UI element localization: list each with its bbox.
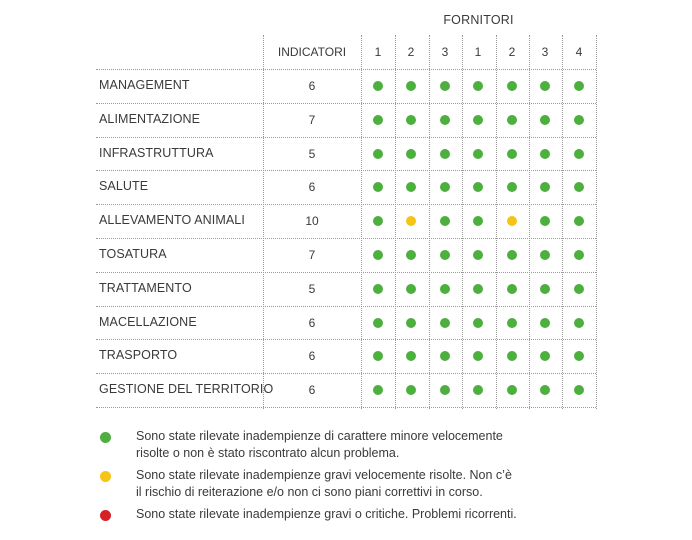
- status-dot-green: [473, 351, 483, 361]
- indicator-count: 7: [308, 247, 316, 262]
- row-divider: [96, 238, 596, 239]
- status-dot-green: [440, 216, 450, 226]
- status-dot-yellow: [507, 216, 517, 226]
- status-dot-green: [507, 182, 517, 192]
- status-dot-green: [373, 149, 383, 159]
- status-dot-green: [373, 318, 383, 328]
- column-divider: [395, 35, 396, 409]
- legend-text-line: Sono state rilevate inadempienze gravi o critiche. Problemi ricorrenti.: [136, 507, 517, 521]
- indicator-count: 5: [308, 281, 316, 296]
- status-dot-green: [440, 284, 450, 294]
- row-label: ALLEVAMENTO ANIMALI: [99, 213, 245, 228]
- column-divider: [529, 35, 530, 409]
- row-label: INFRASTRUTTURA: [99, 145, 214, 160]
- status-dot-green: [507, 149, 517, 159]
- row-label: TRASPORTO: [99, 348, 178, 363]
- status-dot-green: [473, 182, 483, 192]
- status-dot-green: [507, 81, 517, 91]
- status-dot-green: [373, 115, 383, 125]
- status-dot-green: [406, 182, 416, 192]
- row-divider: [96, 137, 596, 138]
- legend-dot-red: [100, 510, 111, 521]
- status-dot-green: [473, 250, 483, 260]
- indicator-count: 6: [308, 383, 316, 398]
- status-dot-green: [373, 182, 383, 192]
- indicator-count: 6: [308, 315, 316, 330]
- indicator-count: 5: [308, 146, 316, 161]
- status-dot-green: [507, 250, 517, 260]
- fornitori-header: FORNITORI: [443, 13, 514, 27]
- status-dot-green: [574, 250, 584, 260]
- supplier-column-header: 4: [575, 45, 583, 59]
- status-dot-green: [440, 385, 450, 395]
- legend-text-line: risolte o non è stato riscontrato alcun problema.: [136, 446, 400, 460]
- row-divider: [96, 204, 596, 205]
- row-label: TRATTAMENTO: [99, 280, 192, 295]
- status-dot-green: [507, 385, 517, 395]
- indicator-count: 7: [308, 112, 316, 127]
- supplier-column-header: 3: [541, 45, 549, 59]
- status-dot-green: [406, 81, 416, 91]
- status-dot-green: [540, 250, 550, 260]
- status-dot-green: [507, 318, 517, 328]
- row-label: ALIMENTAZIONE: [99, 111, 201, 126]
- status-dot-green: [406, 284, 416, 294]
- legend-item: [100, 428, 660, 462]
- status-dot-green: [574, 182, 584, 192]
- column-divider: [596, 35, 597, 409]
- status-dot-green: [473, 81, 483, 91]
- status-dot-green: [473, 149, 483, 159]
- row-divider: [96, 69, 596, 70]
- row-divider: [96, 373, 596, 374]
- status-dot-green: [440, 250, 450, 260]
- status-dot-green: [373, 250, 383, 260]
- legend-text-line: il rischio di reiterazione e/o non ci sono piani correttivi in corso.: [136, 485, 483, 499]
- status-dot-green: [440, 318, 450, 328]
- indicatori-header: INDICATORI: [277, 45, 347, 59]
- column-divider: [361, 35, 362, 409]
- status-dot-green: [406, 318, 416, 328]
- supplier-column-header: 3: [441, 45, 449, 59]
- row-label: GESTIONE DEL TERRITORIO: [99, 382, 274, 397]
- status-dot-green: [540, 182, 550, 192]
- legend-text-line: Sono state rilevate inadempienze di carattere minore velocemente: [136, 429, 503, 443]
- status-dot-green: [540, 115, 550, 125]
- legend-item: [100, 506, 660, 540]
- row-label: TOSATURA: [99, 246, 167, 261]
- status-dot-green: [406, 385, 416, 395]
- status-dot-green: [440, 115, 450, 125]
- status-dot-green: [406, 149, 416, 159]
- status-dot-green: [574, 284, 584, 294]
- supplier-column-header: 1: [474, 45, 482, 59]
- indicator-count: 6: [308, 78, 316, 93]
- row-label: MACELLAZIONE: [99, 314, 197, 329]
- status-dot-green: [473, 284, 483, 294]
- status-dot-green: [440, 149, 450, 159]
- row-divider: [96, 272, 596, 273]
- legend-text-line: Sono state rilevate inadempienze gravi velocemente risolte. Non c’è: [136, 468, 512, 482]
- status-dot-green: [473, 385, 483, 395]
- supplier-column-header: 1: [374, 45, 382, 59]
- status-dot-green: [406, 250, 416, 260]
- status-dot-green: [406, 351, 416, 361]
- indicator-count: 6: [308, 349, 316, 364]
- indicator-count: 10: [305, 214, 319, 229]
- row-divider: [96, 170, 596, 171]
- status-dot-green: [507, 115, 517, 125]
- status-dot-green: [574, 318, 584, 328]
- column-divider: [562, 35, 563, 409]
- status-dot-green: [574, 385, 584, 395]
- status-dot-green: [473, 216, 483, 226]
- status-dot-green: [574, 351, 584, 361]
- status-dot-green: [574, 81, 584, 91]
- legend-dot-yellow: [100, 471, 111, 482]
- status-dot-green: [373, 284, 383, 294]
- status-dot-green: [440, 351, 450, 361]
- legend-item: [100, 467, 660, 501]
- row-label: SALUTE: [99, 179, 149, 194]
- status-dot-green: [540, 81, 550, 91]
- status-dot-green: [507, 284, 517, 294]
- status-dot-green: [540, 351, 550, 361]
- status-dot-green: [373, 385, 383, 395]
- legend-dot-green: [100, 432, 111, 443]
- column-divider: [429, 35, 430, 409]
- row-divider: [96, 339, 596, 340]
- status-dot-green: [373, 81, 383, 91]
- status-dot-green: [540, 216, 550, 226]
- status-dot-green: [473, 115, 483, 125]
- column-divider: [462, 35, 463, 409]
- row-label: MANAGEMENT: [99, 77, 190, 92]
- status-dot-green: [473, 318, 483, 328]
- row-divider: [96, 306, 596, 307]
- status-dot-green: [540, 284, 550, 294]
- status-dot-yellow: [406, 216, 416, 226]
- status-dot-green: [574, 115, 584, 125]
- status-dot-green: [507, 351, 517, 361]
- indicator-count: 6: [308, 180, 316, 195]
- row-divider: [96, 407, 596, 408]
- status-dot-green: [540, 149, 550, 159]
- status-dot-green: [406, 115, 416, 125]
- status-dot-green: [540, 385, 550, 395]
- column-divider: [496, 35, 497, 409]
- status-dot-green: [373, 216, 383, 226]
- status-dot-green: [540, 318, 550, 328]
- status-dot-green: [574, 149, 584, 159]
- supplier-status-table: [96, 0, 596, 409]
- supplier-column-header: 2: [407, 45, 415, 59]
- supplier-column-header: 2: [508, 45, 516, 59]
- status-dot-green: [373, 351, 383, 361]
- status-dot-green: [440, 182, 450, 192]
- status-dot-green: [440, 81, 450, 91]
- row-divider: [96, 103, 596, 104]
- status-dot-green: [574, 216, 584, 226]
